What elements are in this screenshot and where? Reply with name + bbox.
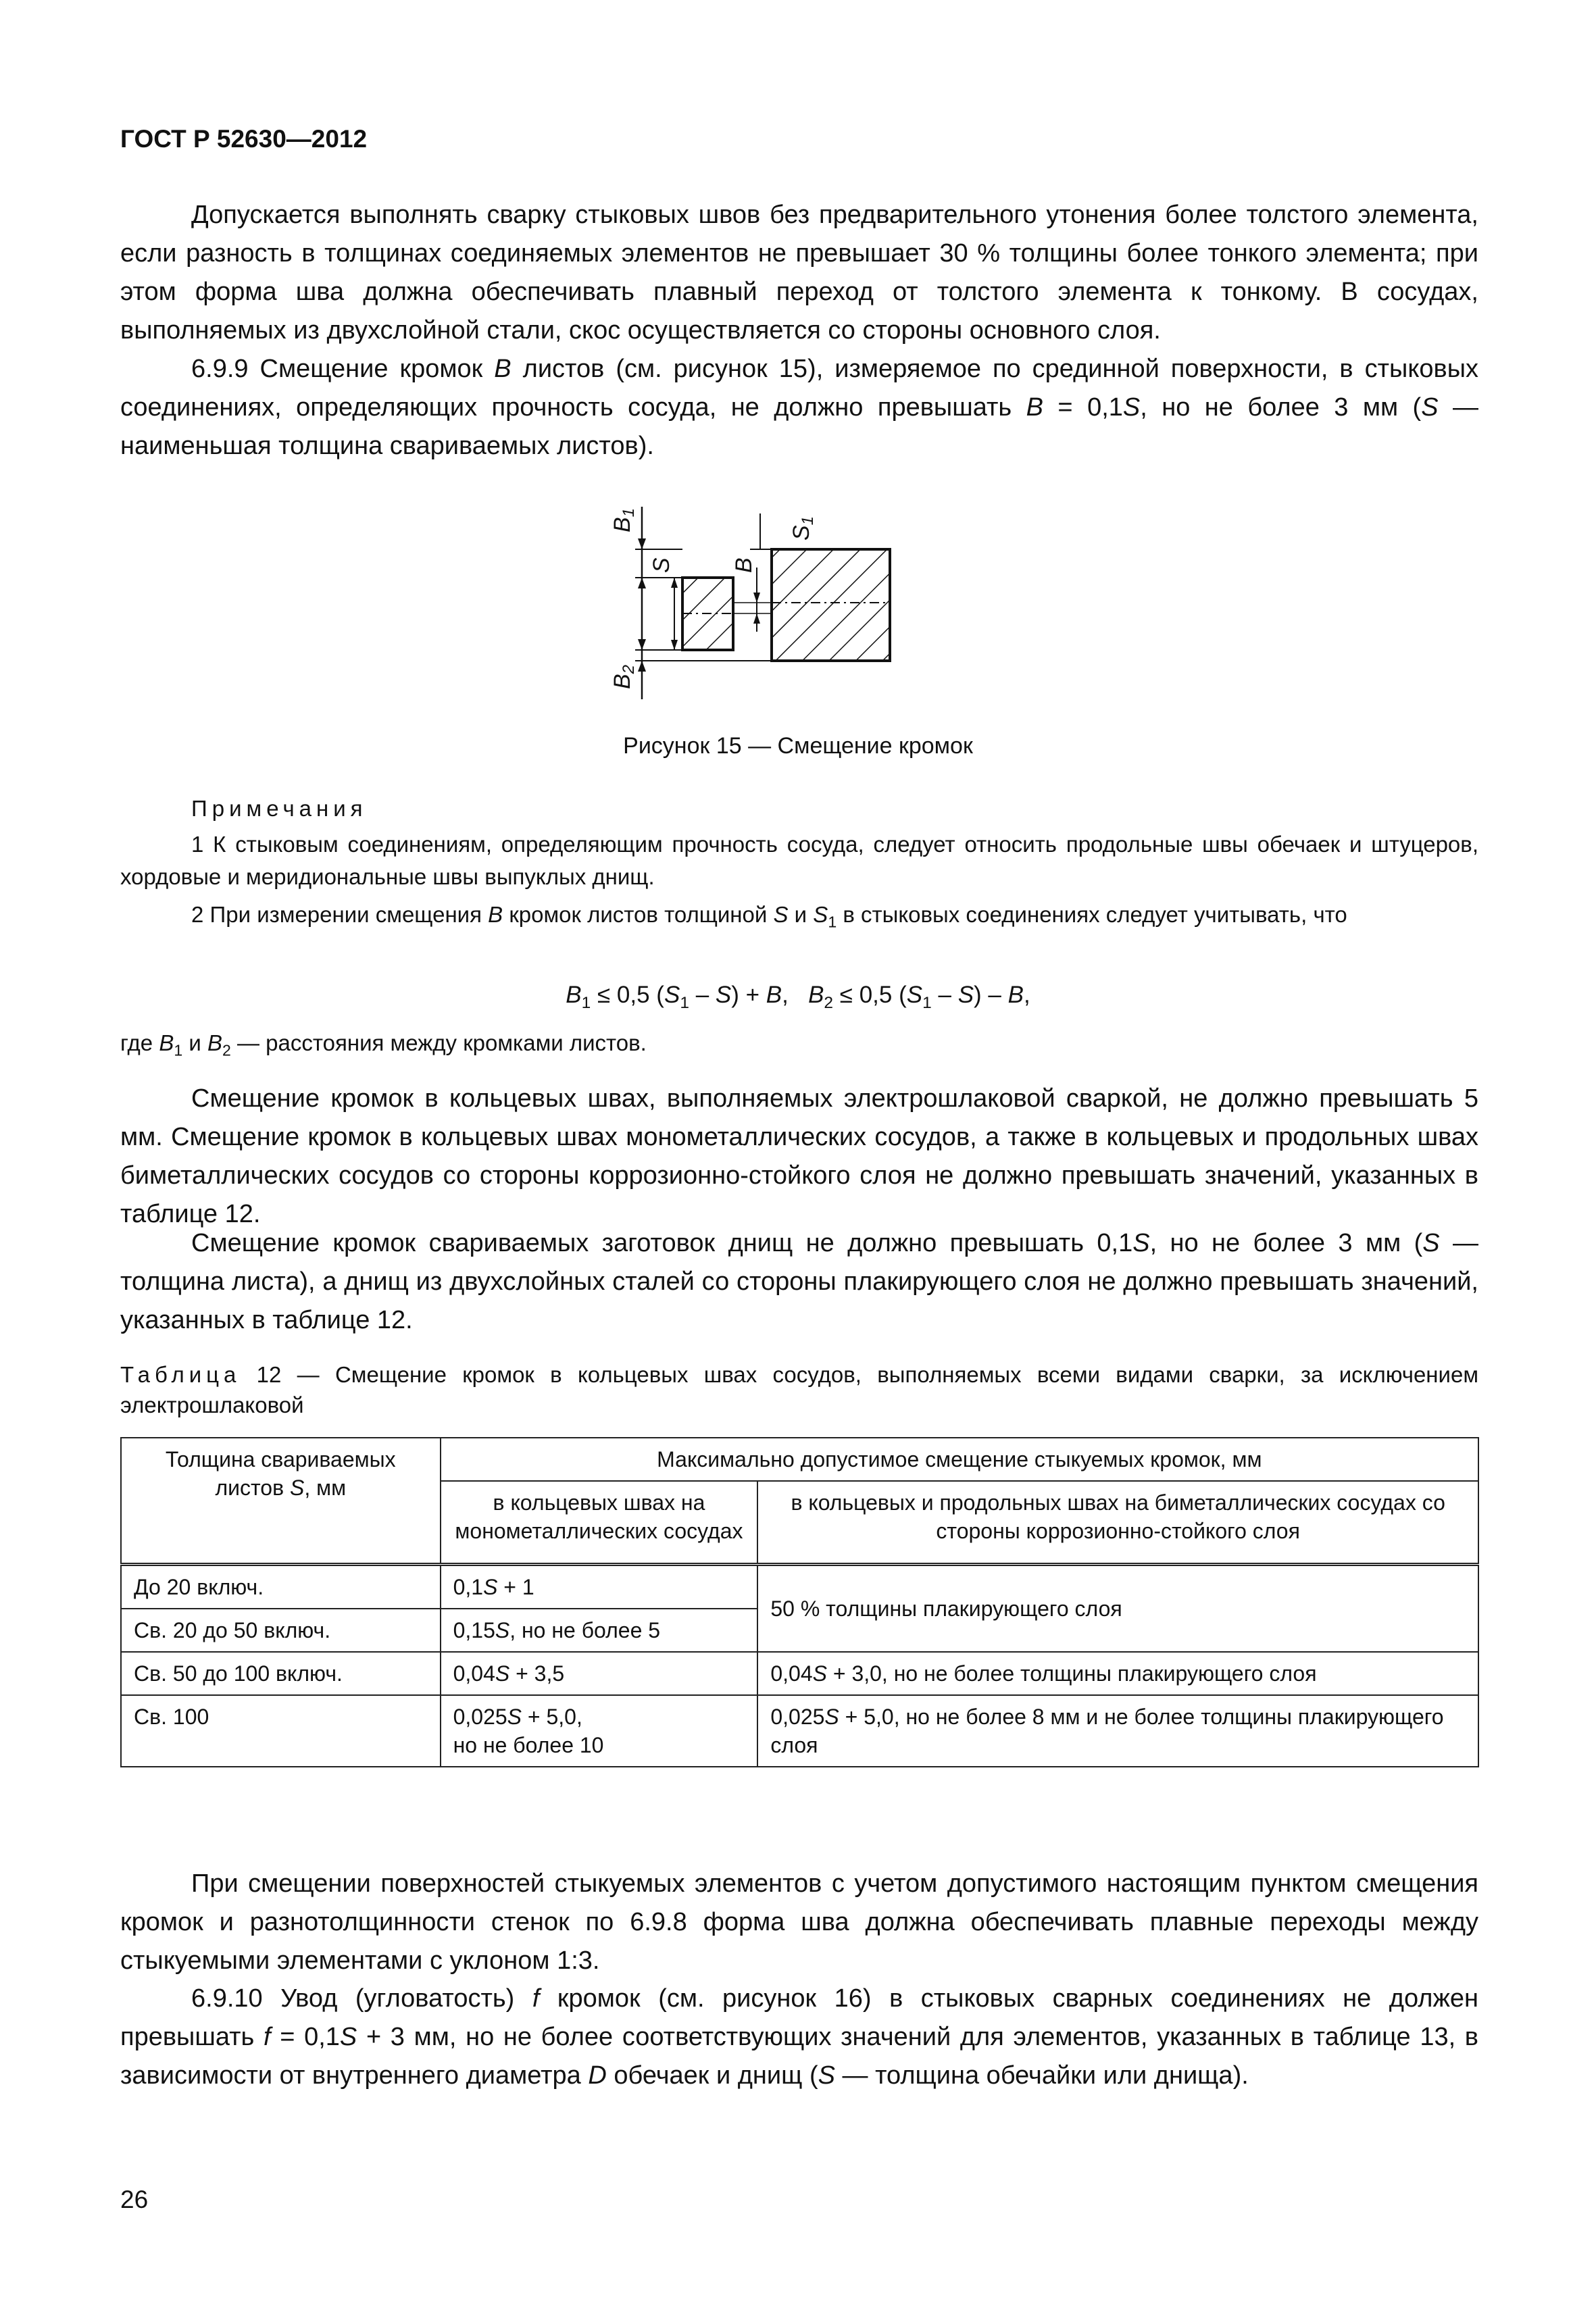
col-group-header: Максимально допустимое смещение стыкуемых кромок, мм <box>441 1438 1478 1481</box>
paragraph-surface-offset: При смещении поверхностей стыкуемых элементов с учетом допустимого настоящим пунктом смещения кромок и разнотолщинности стенок по 6.9.8 форма шва должна обеспечивать плавные переходы между стыкуемыми элементами с уклоном 1:3. <box>120 1869 1478 1975</box>
thick-plate <box>772 549 890 661</box>
paragraph-6-9-10: 6.9.10 Увод (угловатость) f кромок (см. рисунок 16) в стыковых сварных соединениях не должен превышать f = 0,1S + 3 мм, но не более соответствующих значений для элементов, указанных в таблице 13, в зависимости от внутреннего диаметра D обечаек и днищ (S — толщина обечайки или днища). <box>120 1984 1478 2090</box>
label-s: S <box>649 557 674 573</box>
offset-formula: $B_1 \le 0,5$ $(S_1 - S) + B$, $B_2 \le 0,5$ $(S_1 - S)$ – B, <box>566 982 1030 1012</box>
paragraph-electroslag: Смещение кромок в кольцевых швах, выполняемых электрошлаковой сваркой, не должно превышать 5 мм. Смещение кромок в кольцевых швах монометаллических сосудов, а также в кольцевых и продольных швах биметаллических сосудов со стороны коррозионно-стойкого слоя не должно превышать значений, указанных в таблице 12. <box>120 1084 1478 1228</box>
col-bimetal-header: в кольцевых и продольных швах на биметаллических сосудах со стороны коррозионно-стойкого слоя <box>757 1481 1478 1565</box>
col-thickness-header: Толщина свариваемых листов S, мм <box>121 1438 441 1565</box>
figure-edge-offset-diagram <box>595 493 905 709</box>
label-s1: S1 <box>789 515 817 540</box>
notes-heading: Примечания <box>191 796 368 821</box>
document-header: ГОСТ Р 52630—2012 <box>120 125 368 153</box>
paragraph-heads: Смещение кромок свариваемых заготовок днищ не должно превышать 0,1S, но не более 3 мм (S — толщина листа), а днищ из двухслойных сталей со стороны плакирующего слоя не должно превышать значений, указанных в таблице 12. <box>120 1229 1478 1334</box>
note-1: 1 К стыковым соединениям, определяющим прочность сосуда, следует относить продольные швы обечаек и штуцеров, хордовые и меридиональные швы выпуклых днищ. <box>120 832 1478 889</box>
paragraph-thinning: Допускается выполнять сварку стыковых швов без предварительного утонения более толстого элемента, если разность в толщинах соединяемых элементов не превышает 30 % толщины более тонкого элемента; при этом форма шва должна обеспечивать плавный переход от толстого элемента к тонкому. В сосудах, выполняемых из двухслойной стали, скос осуществляется со стороны основного слоя. <box>120 201 1478 345</box>
col-mono-header: в кольцевых швах на монометаллических сосудах <box>441 1481 758 1565</box>
label-b: B <box>731 557 757 573</box>
table-row: До 20 включ. 0,1S + 1 50 % толщины плакирующего слоя <box>121 1565 1478 1609</box>
table-caption: Таблица 12 — Смещение кромок в кольцевых швах сосудов, выполняемых всеми видами сварки, за исключением электрошлаковой <box>120 1362 1478 1417</box>
table-12 <box>120 1437 1479 1767</box>
note-2: 2 При измерении смещения B кромок листов толщиной S и $S_1$ в стыковых соединениях следует учитывать, что <box>191 902 1347 931</box>
table-row: Св. 100 0,025S + 5,0, но не более 10 0,025S + 5,0, но не более 8 мм и не более толщины плакирующего слоя <box>121 1695 1478 1767</box>
label-b1: B1 <box>609 507 638 532</box>
figure-caption: Рисунок 15 — Смещение кромок <box>623 733 973 759</box>
formula-legend: где $B_1$ и $B_2$ — расстояния между кромками листов. <box>120 1030 647 1059</box>
table-row: Св. 20 до 50 включ. 0,15S, но не более 5 <box>121 1609 1478 1652</box>
page-number: 26 <box>120 2186 149 2213</box>
label-b2: B2 <box>609 664 638 689</box>
table-row: Св. 50 до 100 включ. 0,04S + 3,5 0,04S + 3,0, но не более толщины плакирующего слоя <box>121 1652 1478 1695</box>
paragraph-6-9-9: 6.9.9 Смещение кромок B листов (см. рисунок 15), измеряемое по срединной поверхности, в стыковых соединениях, определяющих прочность сосуда, не должно превышать B = 0,1S, но не более 3 мм (S — наименьшая толщина свариваемых листов). <box>120 355 1479 460</box>
